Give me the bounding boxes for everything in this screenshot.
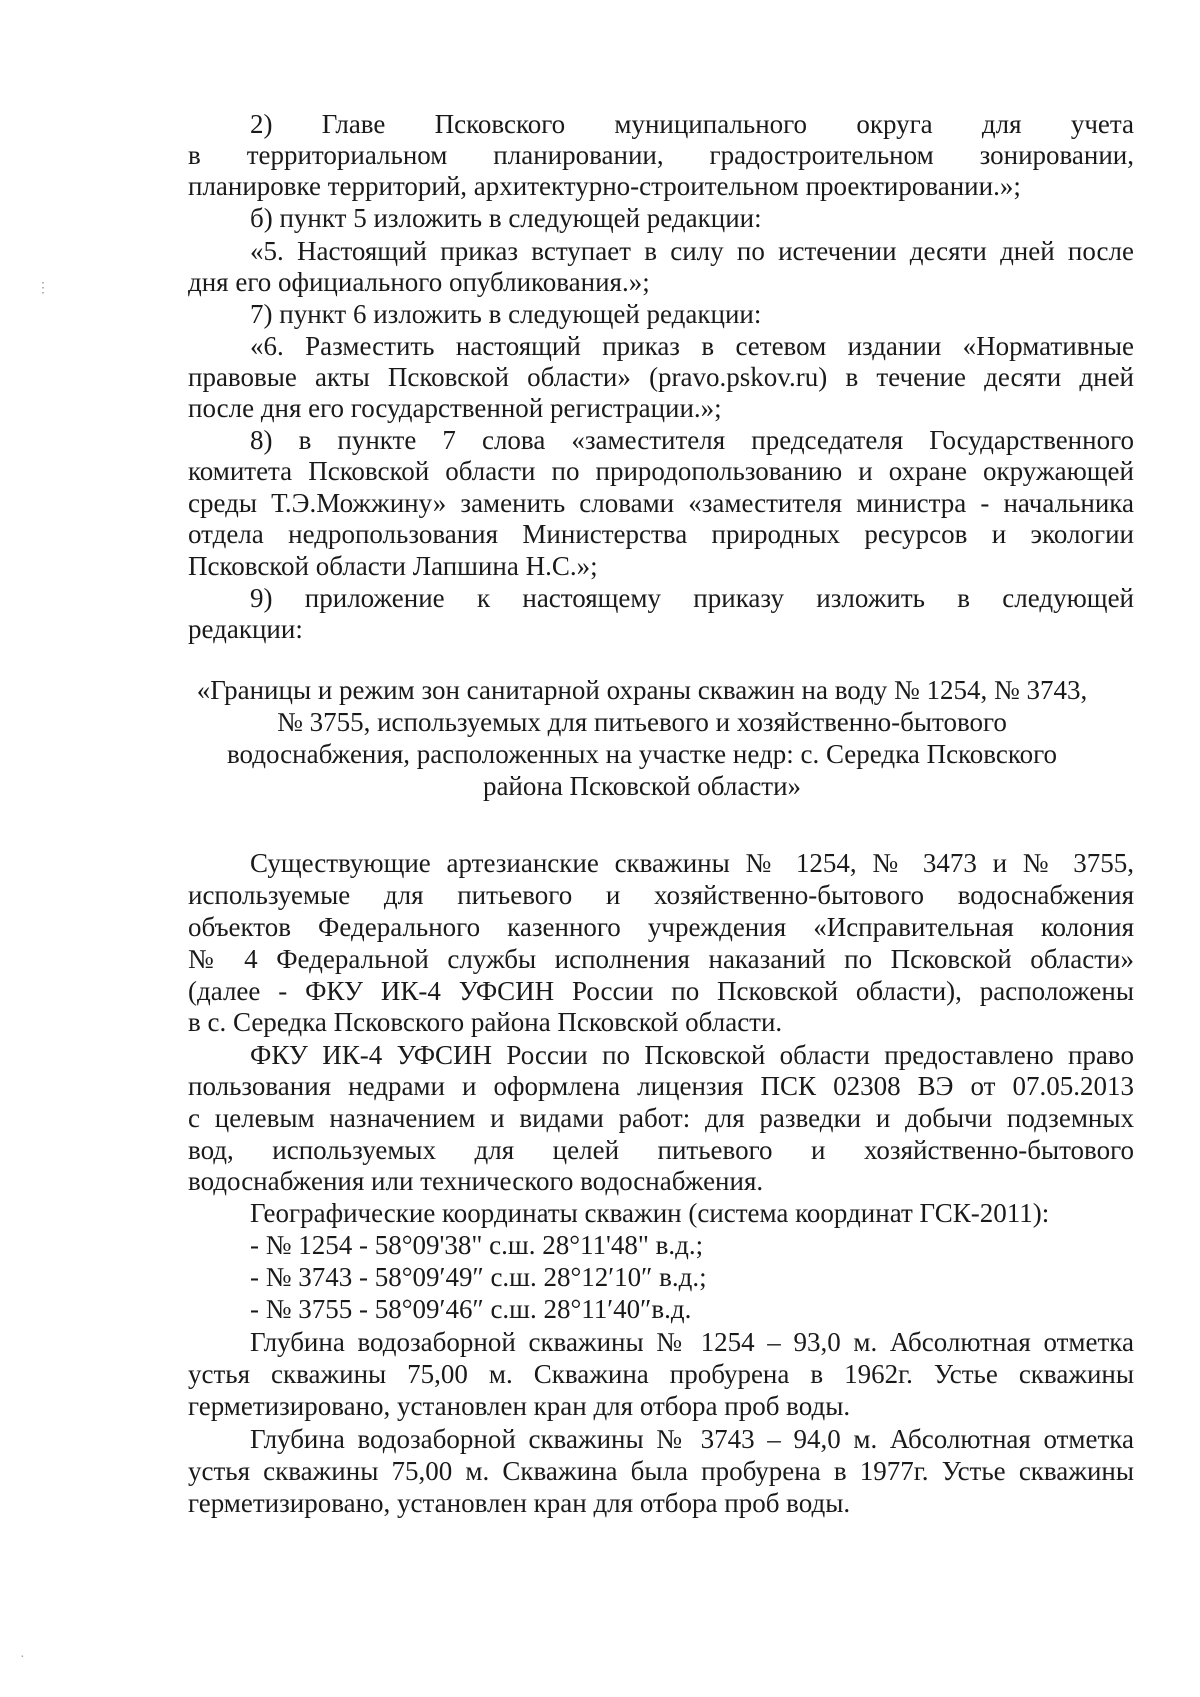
section-heading-line: района Псковской области» bbox=[482, 771, 802, 801]
coordinate-line: - № 3755 - 58°09′46″ с.ш. 28°11′40″в.д. bbox=[250, 1294, 692, 1324]
section-heading-line: водоснабжения, расположенных на участке недр: с. Середка Псковского bbox=[226, 739, 1058, 769]
paragraph-line: 7) пункт 6 изложить в следующей редакции: bbox=[250, 299, 762, 329]
paragraph-line: ФКУ ИК-4 УФСИН России по Псковской области предоставлено право bbox=[250, 1040, 1134, 1070]
paragraph-line: герметизировано, установлен кран для отбора проб воды. bbox=[188, 1391, 851, 1421]
paragraph-line: № 4 Федеральной службы исполнения наказаний по Псковской области» bbox=[188, 944, 1134, 974]
paragraph-line: комитета Псковской области по природопользованию и охране окружающей bbox=[188, 456, 1134, 486]
paragraph-line: среды Т.Э.Можжину» заменить словами «заместителя министра - начальника bbox=[188, 488, 1134, 518]
paragraph-line: редакции: bbox=[188, 614, 303, 644]
paragraph-line: Псковской области Лапшина Н.С.»; bbox=[188, 551, 598, 581]
paragraph-line: дня его официального опубликования.»; bbox=[188, 267, 650, 297]
paragraph-line: Географические координаты скважин (система координат ГСК-2011): bbox=[250, 1198, 1050, 1228]
paragraph-line: вод, используемых для целей питьевого и хозяйственно-бытового bbox=[188, 1135, 1134, 1165]
paragraph-line: правовые акты Псковской области» (pravo.pskov.ru) в течение десяти дней bbox=[188, 362, 1134, 392]
paragraph-line: «5. Настоящий приказ вступает в силу по истечении десяти дней после bbox=[250, 236, 1134, 266]
section-heading-line: «Границы и режим зон санитарной охраны скважин на воду № 1254, № 3743, bbox=[196, 675, 1088, 705]
paragraph-line: (далее - ФКУ ИК-4 УФСИН России по Псковской области), расположены bbox=[188, 976, 1134, 1006]
paragraph-line: 8) в пункте 7 слова «заместителя председателя Государственного bbox=[250, 425, 1134, 455]
paragraph-line: отдела недропользования Министерства природных ресурсов и экологии bbox=[188, 519, 1134, 549]
paragraph-line: планировке территорий, архитектурно-строительном проектировании.»; bbox=[188, 171, 1021, 201]
paragraph-line: Глубина водозаборной скважины № 3743 – 94,0 м. Абсолютная отметка bbox=[250, 1424, 1134, 1454]
paragraph-line: водоснабжения или технического водоснабжения. bbox=[188, 1166, 764, 1196]
paragraph-line: устья скважины 75,00 м. Скважина была пробурена в 1977г. Устье скважины bbox=[188, 1456, 1134, 1486]
paragraph-line: 9) приложение к настоящему приказу изложить в следующей bbox=[250, 583, 1134, 613]
paragraph-line: в с. Середка Псковского района Псковской области. bbox=[188, 1007, 783, 1037]
paragraph-line: устья скважины 75,00 м. Скважина пробурена в 1962г. Устье скважины bbox=[188, 1359, 1134, 1389]
paragraph-line: после дня его государственной регистрации.»; bbox=[188, 393, 722, 423]
coordinate-line: - № 1254 - 58°09'38" с.ш. 28°11'48" в.д.; bbox=[250, 1230, 704, 1260]
section-heading-line: № 3755, используемых для питьевого и хозяйственно-бытового bbox=[277, 707, 1007, 737]
scan-mark: · bbox=[20, 1650, 25, 1665]
paragraph-line: 2) Главе Псковского муниципального округа для учета bbox=[250, 109, 1134, 139]
paragraph-line: пользования недрами и оформлена лицензия ПСК 02308 ВЭ от 07.05.2013 bbox=[188, 1071, 1134, 1101]
paragraph-line: б) пункт 5 изложить в следующей редакции: bbox=[250, 203, 762, 233]
coordinate-line: - № 3743 - 58°09′49″ с.ш. 28°12′10″ в.д.; bbox=[250, 1262, 707, 1292]
paragraph-line: объектов Федерального казенного учреждения «Исправительная колония bbox=[188, 912, 1134, 942]
paragraph-line: используемые для питьевого и хозяйственно-бытового водоснабжения bbox=[188, 880, 1134, 910]
paragraph-line: с целевым назначением и видами работ: для разведки и добычи подземных bbox=[188, 1103, 1134, 1133]
paragraph-line: герметизировано, установлен кран для отбора проб воды. bbox=[188, 1488, 851, 1518]
paragraph-line: «6. Разместить настоящий приказ в сетевом издании «Нормативные bbox=[250, 331, 1134, 361]
paragraph-line: в территориальном планировании, градостроительном зонировании, bbox=[188, 140, 1134, 170]
paragraph-line: Глубина водозаборной скважины № 1254 – 93,0 м. Абсолютная отметка bbox=[250, 1327, 1134, 1357]
scan-mark: ⋮ bbox=[36, 281, 50, 296]
paragraph-line: Существующие артезианские скважины № 1254, № 3473 и № 3755, bbox=[250, 848, 1134, 878]
